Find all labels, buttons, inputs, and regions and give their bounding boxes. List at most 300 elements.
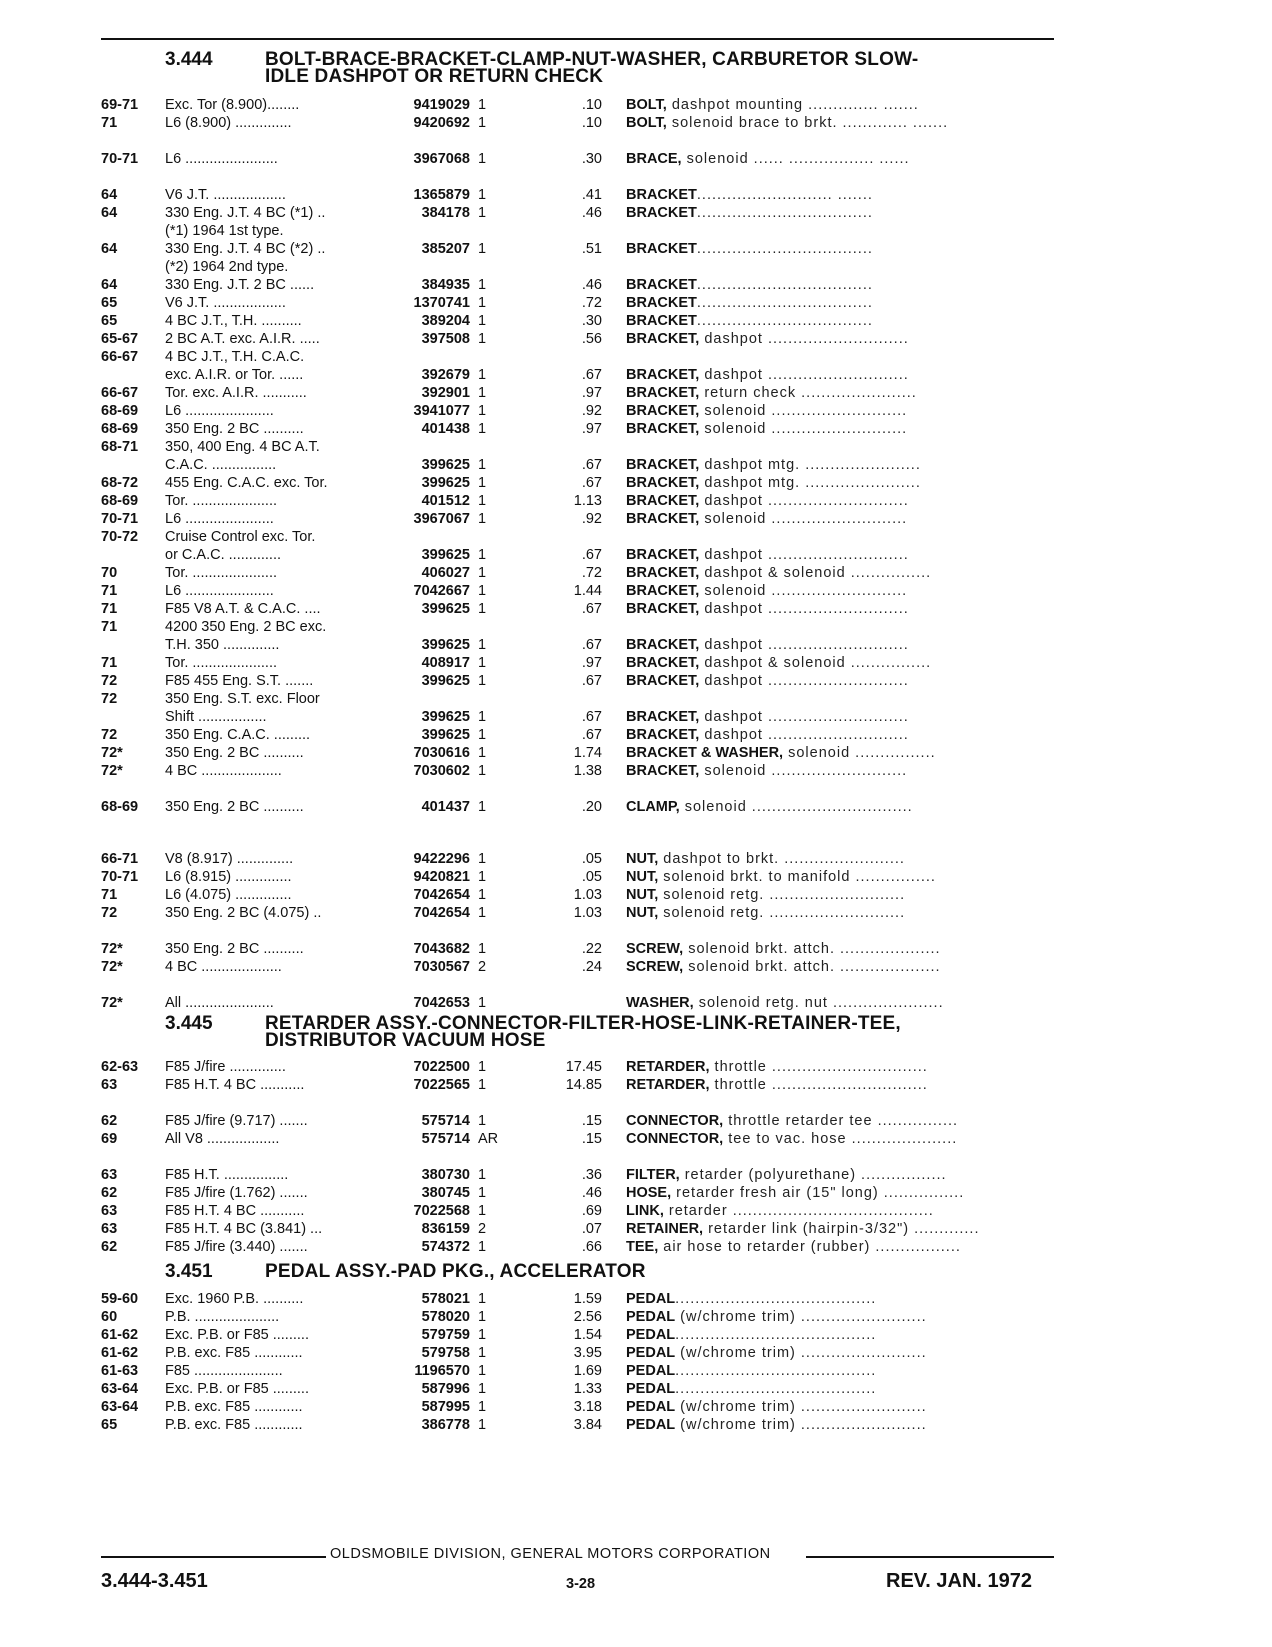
parts-row	[0, 186, 1272, 204]
description-cell	[626, 886, 1056, 904]
part-detail: dashpot ............................	[699, 727, 909, 743]
part-name: BRACKET,	[626, 457, 700, 473]
quantity-cell: 1	[478, 995, 487, 1011]
part-detail: dashpot to brkt. ........................	[658, 851, 905, 867]
price-cell: 17.45	[565, 1059, 602, 1075]
part-number-cell: 7030602	[413, 763, 470, 779]
parts-row	[0, 868, 1272, 886]
description-cell	[626, 850, 1056, 868]
part-detail: dashpot & solenoid ................	[699, 655, 932, 671]
quantity-cell: 1	[478, 1239, 487, 1255]
year-cell: 71	[101, 655, 118, 671]
part-name: FILTER,	[626, 1167, 680, 1183]
part-name: BRACKET	[626, 241, 697, 257]
model-cell: 4 BC J.T., T.H. ..........	[165, 313, 302, 329]
part-number-cell: 836159	[421, 1221, 470, 1237]
parts-row	[0, 366, 1272, 384]
quantity-cell: 1	[478, 869, 487, 885]
part-number-cell: 3967068	[413, 151, 470, 167]
part-name: BRACKET,	[626, 763, 700, 779]
part-name: BRACKET,	[626, 727, 700, 743]
year-cell: 66-67	[101, 385, 139, 401]
model-cell: L6 (8.915) ..............	[165, 869, 292, 885]
description-cell	[626, 366, 1056, 384]
parts-row	[0, 384, 1272, 402]
price-cell: .30	[581, 313, 602, 329]
description-cell	[626, 1290, 1056, 1308]
part-detail: ...................................	[696, 241, 873, 257]
description-cell	[626, 744, 1056, 762]
part-detail: dashpot mtg. .......................	[699, 457, 921, 473]
description-cell	[626, 958, 1056, 976]
part-detail: solenoid ................................	[679, 799, 913, 815]
model-cell: P.B. .....................	[165, 1309, 280, 1325]
section-number: 3.451	[165, 1261, 213, 1282]
part-detail: solenoid ................	[783, 745, 936, 761]
model-cell: F85 455 Eng. S.T. .......	[165, 673, 314, 689]
parts-row	[0, 1166, 1272, 1184]
parts-row	[0, 276, 1272, 294]
part-name: BRACKET,	[626, 493, 700, 509]
part-number-cell: 399625	[421, 727, 470, 743]
price-cell: 1.54	[573, 1327, 602, 1343]
quantity-cell: 1	[478, 115, 487, 131]
description-cell	[626, 402, 1056, 420]
description-cell	[626, 1308, 1056, 1326]
part-detail: solenoid brkt. attch. ....................	[683, 959, 941, 975]
year-cell: 72*	[101, 959, 123, 975]
parts-row	[0, 294, 1272, 312]
part-number-cell: 578020	[421, 1309, 470, 1325]
quantity-cell: 1	[478, 187, 487, 203]
part-number-cell: 7042667	[413, 583, 470, 599]
part-name: PEDAL	[626, 1399, 676, 1415]
model-cell: Exc. P.B. or F85 .........	[165, 1381, 309, 1397]
price-cell: .69	[581, 1203, 602, 1219]
part-detail: dashpot mtg. .......................	[699, 475, 921, 491]
model-cell: F85 H.T. ................	[165, 1167, 289, 1183]
parts-row	[0, 618, 1272, 636]
part-name: BRACKET	[626, 277, 697, 293]
price-cell: .36	[581, 1167, 602, 1183]
model-cell: 350 Eng. 2 BC ..........	[165, 799, 304, 815]
part-number-cell: 7022500	[413, 1059, 470, 1075]
parts-row	[0, 958, 1272, 976]
part-detail: solenoid retg. nut ......................	[693, 995, 944, 1011]
part-detail: solenoid ...........................	[699, 763, 908, 779]
year-cell: 72*	[101, 995, 123, 1011]
year-cell: 62	[101, 1113, 118, 1129]
year-cell: 72	[101, 905, 118, 921]
model-cell: 4200 350 Eng. 2 BC exc.	[165, 619, 327, 635]
quantity-cell: 1	[478, 331, 487, 347]
part-detail: solenoid ...... ................. ......	[681, 151, 910, 167]
quantity-cell: 1	[478, 1327, 487, 1343]
description-cell	[626, 510, 1056, 528]
part-number-cell: 3967067	[413, 511, 470, 527]
parts-row	[0, 330, 1272, 348]
quantity-cell: 1	[478, 475, 487, 491]
part-name: BRACKET,	[626, 511, 700, 527]
part-name: BRACKET	[626, 295, 697, 311]
year-cell: 68-71	[101, 439, 139, 455]
parts-row	[0, 850, 1272, 868]
year-cell: 71	[101, 887, 118, 903]
description-cell	[626, 276, 1056, 294]
part-name: BOLT,	[626, 97, 667, 113]
year-cell: 63	[101, 1203, 118, 1219]
year-cell: 61-63	[101, 1363, 139, 1379]
price-cell: .05	[581, 869, 602, 885]
description-cell	[626, 726, 1056, 744]
parts-row	[0, 654, 1272, 672]
part-number-cell: 579759	[421, 1327, 470, 1343]
model-cell: (*2) 1964 2nd type.	[165, 259, 289, 275]
model-cell: 350 Eng. S.T. exc. Floor	[165, 691, 320, 707]
year-cell: 70-71	[101, 869, 139, 885]
part-name: CONNECTOR,	[626, 1131, 724, 1147]
quantity-cell: 1	[478, 941, 487, 957]
price-cell: .41	[581, 187, 602, 203]
part-detail: dashpot ............................	[699, 637, 909, 653]
part-number-cell: 408917	[421, 655, 470, 671]
price-cell: .46	[581, 205, 602, 221]
year-cell: 69	[101, 1131, 118, 1147]
parts-row	[0, 994, 1272, 1012]
description-cell	[626, 1058, 1056, 1076]
parts-row	[0, 222, 1272, 240]
part-name: BOLT,	[626, 115, 667, 131]
quantity-cell: 1	[478, 547, 487, 563]
price-cell: 1.03	[573, 905, 602, 921]
part-number-cell: 406027	[421, 565, 470, 581]
price-cell: .15	[581, 1113, 602, 1129]
part-detail: (w/chrome trim) .........................	[675, 1345, 927, 1361]
quantity-cell: 1	[478, 241, 487, 257]
part-detail: retarder (polyurethane) .................	[679, 1167, 947, 1183]
part-name: BRACKET,	[626, 475, 700, 491]
price-cell: .97	[581, 421, 602, 437]
description-cell	[626, 204, 1056, 222]
parts-row	[0, 150, 1272, 168]
parts-row	[0, 348, 1272, 366]
model-cell: exc. A.I.R. or Tor. ......	[165, 367, 304, 383]
part-detail: dashpot & solenoid ................	[699, 565, 932, 581]
section-title: RETARDER ASSY.-CONNECTOR-FILTER-HOSE-LINK-RETAINER-TEE,	[265, 1013, 901, 1034]
parts-row	[0, 114, 1272, 132]
part-name: BRACKET,	[626, 673, 700, 689]
description-cell	[626, 868, 1056, 886]
part-name: PEDAL	[626, 1291, 676, 1307]
part-name: RETAINER,	[626, 1221, 704, 1237]
model-cell: Exc. 1960 P.B. ..........	[165, 1291, 304, 1307]
model-cell: L6 (8.900) ..............	[165, 115, 292, 131]
parts-row	[0, 904, 1272, 922]
section-number: 3.444	[165, 49, 213, 70]
price-cell: .67	[581, 709, 602, 725]
description-cell	[626, 1362, 1056, 1380]
parts-row	[0, 528, 1272, 546]
part-detail: retarder ........................................	[663, 1203, 934, 1219]
part-name: SCREW,	[626, 941, 684, 957]
parts-row	[0, 492, 1272, 510]
parts-row	[0, 420, 1272, 438]
part-name: BRACKET	[626, 187, 697, 203]
year-cell: 68-69	[101, 799, 139, 815]
description-cell	[626, 1380, 1056, 1398]
model-cell: 4 BC ....................	[165, 763, 282, 779]
price-cell: .97	[581, 655, 602, 671]
part-number-cell: 380745	[421, 1185, 470, 1201]
quantity-cell: 1	[478, 637, 487, 653]
parts-row	[0, 1202, 1272, 1220]
year-cell: 65	[101, 295, 118, 311]
description-cell	[626, 420, 1056, 438]
model-cell: L6 .......................	[165, 151, 278, 167]
model-cell: C.A.C. ................	[165, 457, 277, 473]
part-detail: retarder fresh air (15" long) ................	[671, 1185, 965, 1201]
part-name: LINK,	[626, 1203, 664, 1219]
footer-page-number: 3-28	[566, 1576, 596, 1592]
year-cell: 62	[101, 1185, 118, 1201]
part-name: PEDAL	[626, 1381, 676, 1397]
model-cell: V6 J.T. ..................	[165, 295, 286, 311]
quantity-cell: 1	[478, 655, 487, 671]
part-name: NUT,	[626, 887, 659, 903]
model-cell: V6 J.T. ..................	[165, 187, 286, 203]
year-cell: 65	[101, 1417, 118, 1433]
part-number-cell: 384178	[421, 205, 470, 221]
part-name: CLAMP,	[626, 799, 680, 815]
year-cell: 68-69	[101, 493, 139, 509]
description-cell	[626, 904, 1056, 922]
parts-row	[0, 402, 1272, 420]
model-cell: F85 J/fire ..............	[165, 1059, 286, 1075]
part-name: BRACKET,	[626, 385, 700, 401]
part-name: BRACKET,	[626, 367, 700, 383]
part-number-cell: 399625	[421, 709, 470, 725]
part-number-cell: 9419029	[413, 97, 470, 113]
year-cell: 70-71	[101, 511, 139, 527]
description-cell	[626, 384, 1056, 402]
part-detail: dashpot ............................	[699, 709, 909, 725]
model-cell: (*1) 1964 1st type.	[165, 223, 284, 239]
description-cell	[626, 1398, 1056, 1416]
model-cell: 2 BC A.T. exc. A.I.R. .....	[165, 331, 320, 347]
description-cell	[626, 994, 1056, 1012]
part-detail: ...................................	[696, 295, 873, 311]
part-number-cell: 399625	[421, 475, 470, 491]
part-number-cell: 392901	[421, 385, 470, 401]
part-detail: solenoid retg. ...........................	[658, 887, 906, 903]
year-cell: 61-62	[101, 1345, 139, 1361]
parts-row	[0, 708, 1272, 726]
parts-row	[0, 312, 1272, 330]
price-cell: .97	[581, 385, 602, 401]
parts-row	[0, 240, 1272, 258]
year-cell: 62	[101, 1239, 118, 1255]
model-cell: P.B. exc. F85 ............	[165, 1399, 303, 1415]
parts-row	[0, 1416, 1272, 1434]
part-detail: dashpot ............................	[699, 367, 909, 383]
model-cell: 4 BC J.T., T.H. C.A.C.	[165, 349, 305, 365]
quantity-cell: 1	[478, 1291, 487, 1307]
part-number-cell: 389204	[421, 313, 470, 329]
section-title: BOLT-BRACE-BRACKET-CLAMP-NUT-WASHER, CARBURETOR SLOW-	[265, 49, 919, 70]
model-cell: 350 Eng. 2 BC ..........	[165, 421, 304, 437]
quantity-cell: 1	[478, 295, 487, 311]
parts-row	[0, 1290, 1272, 1308]
quantity-cell: 1	[478, 421, 487, 437]
part-number-cell: 7022565	[413, 1077, 470, 1093]
part-detail: ...................................	[696, 277, 873, 293]
model-cell: F85 J/fire (3.440) .......	[165, 1239, 308, 1255]
quantity-cell: 1	[478, 565, 487, 581]
part-detail: throttle ...............................	[709, 1077, 928, 1093]
year-cell: 72	[101, 727, 118, 743]
part-name: RETARDER,	[626, 1077, 710, 1093]
year-cell: 72*	[101, 941, 123, 957]
part-number-cell: 7030616	[413, 745, 470, 761]
quantity-cell: 1	[478, 583, 487, 599]
parts-row	[0, 1112, 1272, 1130]
part-detail: ...................................	[696, 205, 873, 221]
part-name: BRACKET,	[626, 547, 700, 563]
quantity-cell: 1	[478, 385, 487, 401]
section-title: PEDAL ASSY.-PAD PKG., ACCELERATOR	[265, 1261, 646, 1282]
part-name: BRACKET	[626, 205, 697, 221]
price-cell: 2.56	[573, 1309, 602, 1325]
part-number-cell: 399625	[421, 673, 470, 689]
parts-row	[0, 1220, 1272, 1238]
part-detail: ........................................	[675, 1327, 877, 1343]
section-title-continued: DISTRIBUTOR VACUUM HOSE	[265, 1030, 546, 1051]
quantity-cell: 1	[478, 1345, 487, 1361]
part-name: NUT,	[626, 869, 659, 885]
year-cell: 63-64	[101, 1399, 139, 1415]
price-cell: .66	[581, 1239, 602, 1255]
price-cell: .67	[581, 367, 602, 383]
quantity-cell: 1	[478, 601, 487, 617]
part-detail: (w/chrome trim) .........................	[675, 1309, 927, 1325]
quantity-cell: 1	[478, 727, 487, 743]
model-cell: V8 (8.917) ..............	[165, 851, 294, 867]
quantity-cell: 1	[478, 745, 487, 761]
description-cell	[626, 654, 1056, 672]
quantity-cell: 1	[478, 457, 487, 473]
year-cell: 66-67	[101, 349, 139, 365]
model-cell: All V8 ..................	[165, 1131, 280, 1147]
model-cell: P.B. exc. F85 ............	[165, 1345, 303, 1361]
model-cell: 330 Eng. J.T. 2 BC ......	[165, 277, 315, 293]
description-cell	[626, 672, 1056, 690]
quantity-cell: 1	[478, 763, 487, 779]
quantity-cell: 1	[478, 1399, 487, 1415]
quantity-cell: 1	[478, 905, 487, 921]
parts-row	[0, 1344, 1272, 1362]
part-detail: dashpot ............................	[699, 601, 909, 617]
part-number-cell: 575714	[421, 1131, 470, 1147]
year-cell: 72	[101, 673, 118, 689]
part-number-cell: 9420692	[413, 115, 470, 131]
part-number-cell: 574372	[421, 1239, 470, 1255]
description-cell	[626, 1416, 1056, 1434]
parts-row	[0, 1326, 1272, 1344]
part-number-cell: 1196570	[414, 1363, 470, 1379]
model-cell: 350 Eng. 2 BC ..........	[165, 941, 304, 957]
price-cell: .67	[581, 727, 602, 743]
description-cell	[626, 150, 1056, 168]
part-detail: solenoid ...........................	[699, 511, 908, 527]
part-name: BRACKET,	[626, 655, 700, 671]
quantity-cell: 1	[478, 313, 487, 329]
quantity-cell: 1	[478, 205, 487, 221]
part-number-cell: 587996	[421, 1381, 470, 1397]
model-cell: Tor. .....................	[165, 655, 277, 671]
part-number-cell: 7030567	[413, 959, 470, 975]
price-cell: .92	[581, 403, 602, 419]
parts-row	[0, 564, 1272, 582]
year-cell: 60	[101, 1309, 118, 1325]
model-cell: F85 H.T. 4 BC ...........	[165, 1203, 305, 1219]
model-cell: F85 V8 A.T. & C.A.C. ....	[165, 601, 321, 617]
part-detail: dashpot mounting .............. .......	[666, 97, 919, 113]
price-cell: .67	[581, 637, 602, 653]
quantity-cell: 1	[478, 887, 487, 903]
quantity-cell: 1	[478, 799, 487, 815]
model-cell: Cruise Control exc. Tor.	[165, 529, 316, 545]
year-cell: 71	[101, 115, 118, 131]
year-cell: 71	[101, 601, 118, 617]
parts-row	[0, 438, 1272, 456]
parts-row	[0, 1362, 1272, 1380]
price-cell: .15	[581, 1131, 602, 1147]
part-detail: return check .......................	[699, 385, 917, 401]
model-cell: 350, 400 Eng. 4 BC A.T.	[165, 439, 320, 455]
description-cell	[626, 1220, 1056, 1238]
price-cell: 3.95	[573, 1345, 602, 1361]
year-cell: 68-69	[101, 421, 139, 437]
parts-row	[0, 672, 1272, 690]
description-cell	[626, 1184, 1056, 1202]
quantity-cell: 1	[478, 493, 487, 509]
description-cell	[626, 1130, 1056, 1148]
part-name: HOSE,	[626, 1185, 672, 1201]
quantity-cell: 1	[478, 1185, 487, 1201]
quantity-cell: 1	[478, 1077, 487, 1093]
footer-section-range: 3.444-3.451	[101, 1570, 208, 1592]
price-cell: .67	[581, 475, 602, 491]
quantity-cell: 1	[478, 1417, 487, 1433]
part-detail: (w/chrome trim) .........................	[675, 1399, 927, 1415]
part-number-cell: 7042654	[413, 905, 470, 921]
parts-row	[0, 1238, 1272, 1256]
year-cell: 64	[101, 187, 118, 203]
price-cell: .05	[581, 851, 602, 867]
part-number-cell: 7043682	[413, 941, 470, 957]
model-cell: 4 BC ....................	[165, 959, 282, 975]
quantity-cell: 1	[478, 1309, 487, 1325]
part-detail: solenoid brkt. to manifold ................	[658, 869, 936, 885]
price-cell: .72	[581, 295, 602, 311]
quantity-cell: 1	[478, 511, 487, 527]
footer-division: OLDSMOBILE DIVISION, GENERAL MOTORS CORPORATION	[330, 1546, 771, 1562]
part-name: TEE,	[626, 1239, 659, 1255]
part-detail: ...................................	[696, 313, 873, 329]
model-cell: Tor. .....................	[165, 493, 277, 509]
part-number-cell: 401437	[421, 799, 470, 815]
part-number-cell: 399625	[421, 637, 470, 653]
